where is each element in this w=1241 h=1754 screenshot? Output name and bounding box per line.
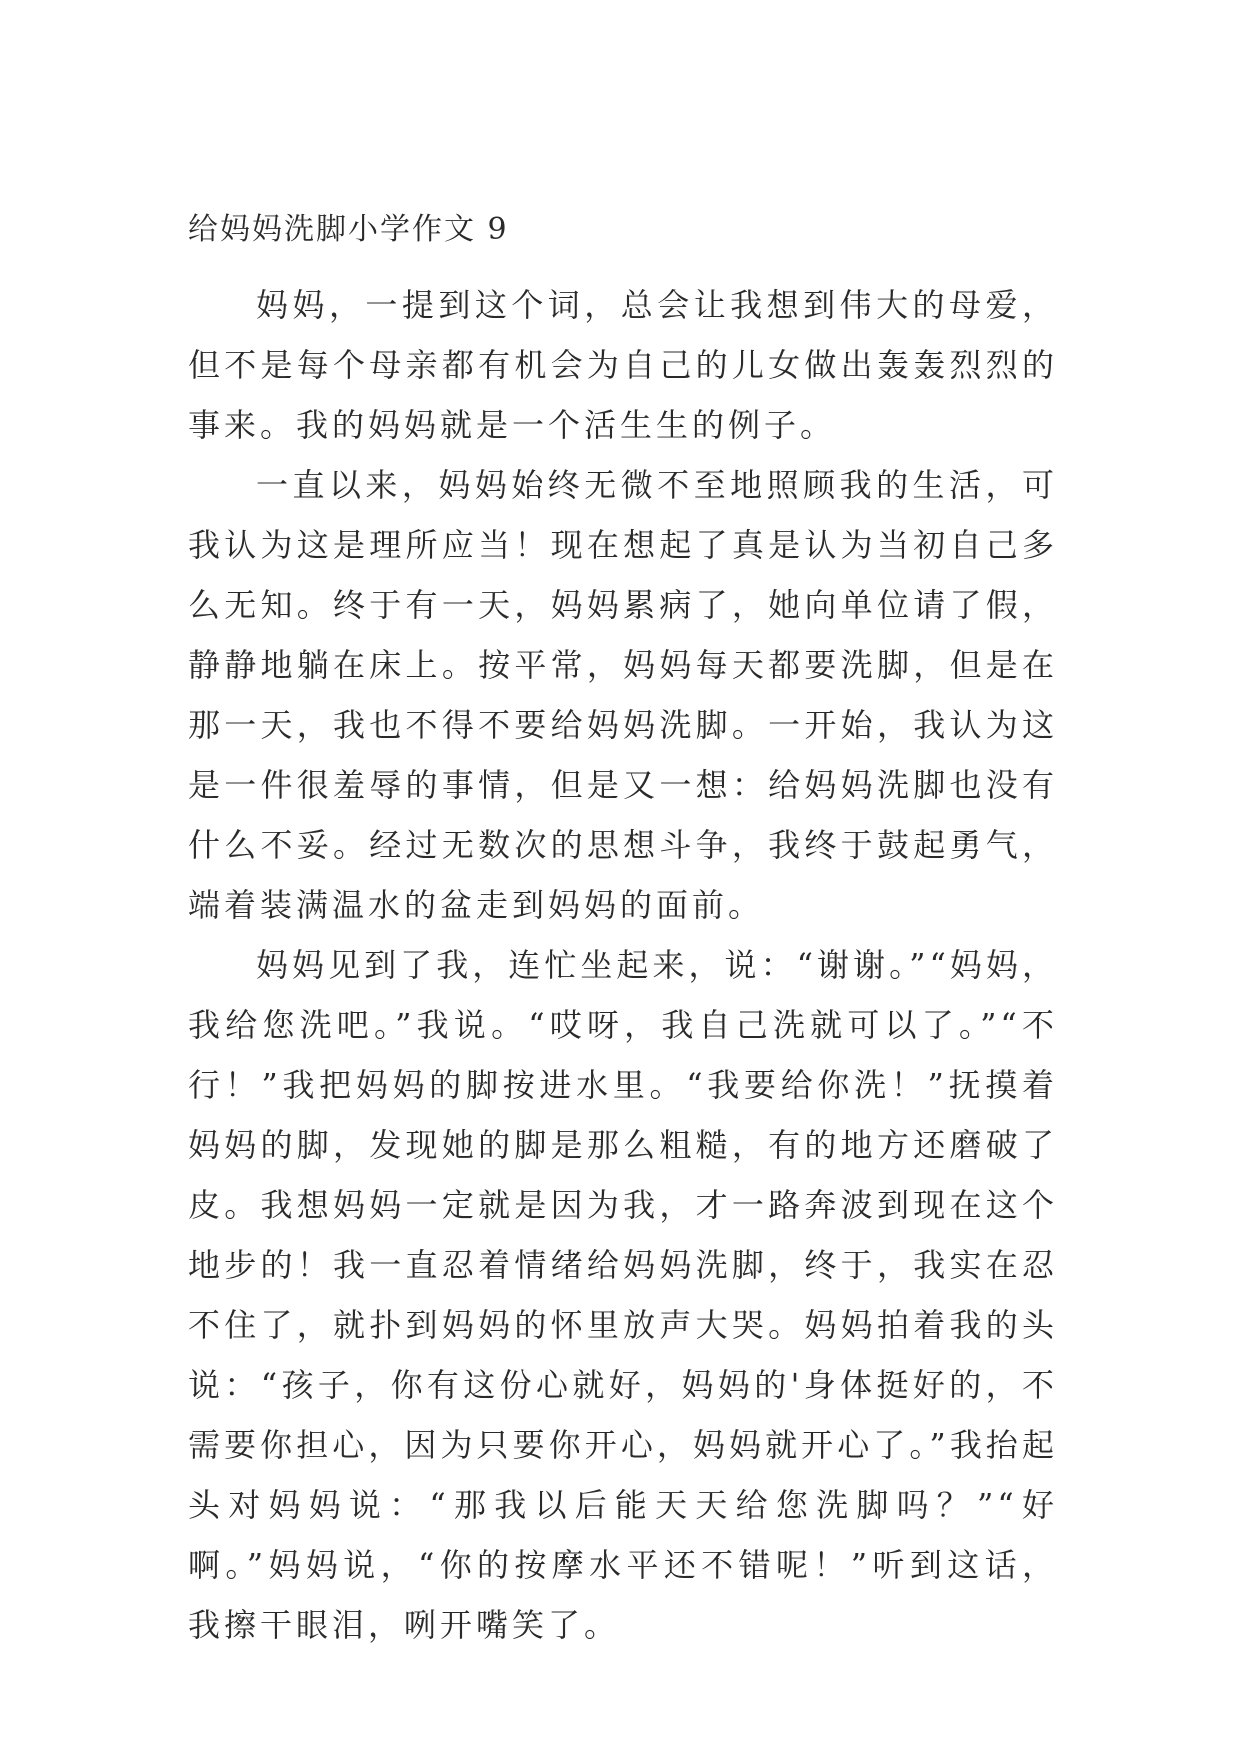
paragraph-1: 妈妈，一提到这个词，总会让我想到伟大的母爱，但不是每个母亲都有机会为自己的儿女做出轰轰烈烈的事来。我的妈妈就是一个活生生的例子。 bbox=[188, 286, 1058, 444]
document-title: 给妈妈洗脚小学作文 9 bbox=[188, 212, 509, 247]
document-body bbox=[188, 212, 1058, 1655]
paragraph-2: 一直以来，妈妈始终无微不至地照顾我的生活，可我认为这是理所应当！现在想起了真是认为当初自己多么无知。终于有一天，妈妈累病了，她向单位请了假，静静地躺在床上。按平常，妈妈每天都要洗脚，但是在那一天，我也不得不要给妈妈洗脚。一开始，我认为这是一件很羞辱的事情，但是又一想：给妈妈洗脚也没有什么不妥。经过无数次的思想斗争，我终于鼓起勇气，端着装满温水的盆走到妈妈的面前。 bbox=[188, 466, 1058, 924]
paragraph-3: 妈妈见到了我，连忙坐起来，说：“谢谢。”“妈妈，我给您洗吧。”我说。“哎呀，我自己洗就可以了。”“不行！”我把妈妈的脚按进水里。“我要给你洗！”抚摸着妈妈的脚，发现她的脚是那么粗糙，有的地方还磨破了皮。我想妈妈一定就是因为我，才一路奔波到现在这个地步的！我一直忍着情绪给妈妈洗脚，终于，我实在忍不住了，就扑到妈妈的怀里放声大哭。妈妈拍着我的头说：“孩子，你有这份心就好，妈妈的'身体挺好的，不需要你担心，因为只要你开心，妈妈就开心了。”我抬起头对妈妈说：“那我以后能天天给您洗脚吗？”“好啊。”妈妈说，“你的按摩水平还不错呢！”听到这话，我擦干眼泪，咧开嘴笑了。 bbox=[188, 946, 1058, 1644]
